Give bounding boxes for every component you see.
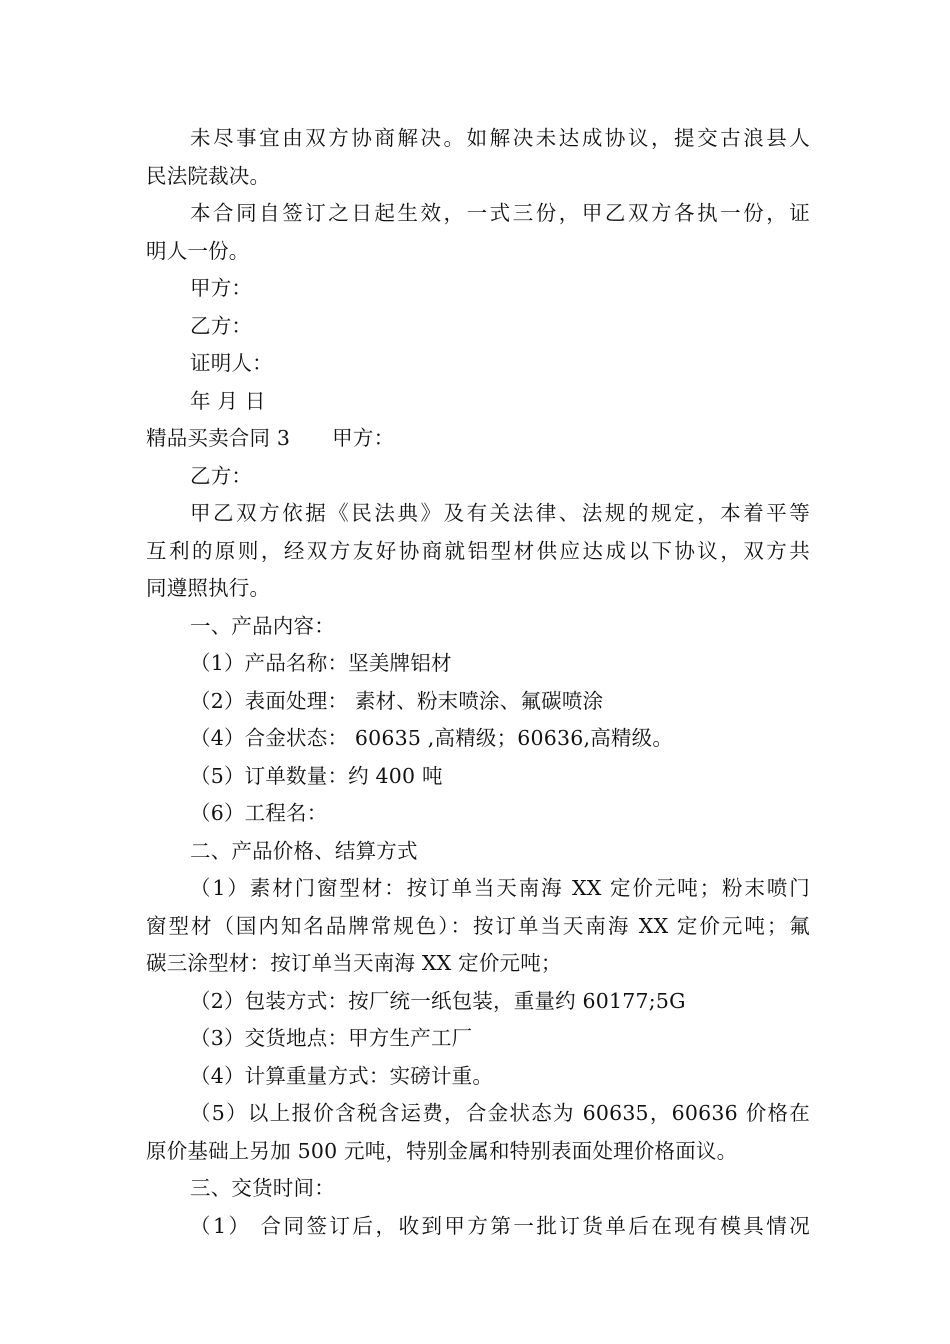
text-line: 明人一份。	[146, 238, 250, 263]
text-line: 互利的原则，经双方友好协商就铝型材供应达成以下协议，双方共	[146, 538, 810, 563]
section-heading: 一、产品内容：	[190, 613, 335, 638]
list-item: （3）交货地点：甲方生产工厂	[190, 1026, 473, 1050]
list-item: （4）计算重量方式：实磅计重。	[190, 1063, 494, 1088]
text-line: 原价基础上另加 500 元吨，特别金属和特别表面处理价格面议。	[146, 1138, 738, 1163]
list-item: （4）合金状态： 60635 ,高精级；60636,高精级。	[190, 726, 674, 750]
text-line: 民法院裁决。	[146, 163, 271, 188]
list-item: （1）产品名称：坚美牌铝材	[190, 651, 452, 675]
section-heading: 三、交货时间：	[190, 1176, 335, 1200]
contract-text	[146, 120, 810, 1245]
list-item: （2）表面处理： 素材、粉末喷涂、氟碳喷涂	[190, 688, 604, 713]
text-line: 甲乙双方依据《民法典》及有关法律、法规的规定，本着平等	[190, 501, 810, 525]
contract-heading-line	[146, 420, 810, 458]
section-heading: 二、产品价格、结算方式	[190, 838, 418, 863]
text-line: 本合同自签订之日起生效，一式三份，甲乙双方各执一份，证	[190, 201, 810, 225]
signature-party-b: 乙方：	[190, 313, 253, 338]
signature-date: 年 月 日	[190, 388, 266, 413]
list-item: （6）工程名：	[190, 801, 328, 825]
list-item: （2）包装方式：按厂统一纸包装，重量约 60177;5G	[190, 988, 686, 1013]
signature-witness: 证明人：	[190, 351, 273, 375]
text-line: 未尽事宜由双方协商解决。如解决未达成协议，提交古浪县人	[190, 126, 810, 150]
text-line: 碳三涂型材：按订单当天南海 XX 定价元吨；	[146, 951, 562, 975]
contract-heading: 精品买卖合同 3	[146, 426, 291, 450]
text-line: 窗型材（国内知名品牌常规色）：按订单当天南海 XX 定价元吨；氟	[146, 913, 810, 938]
party-b-label: 乙方：	[190, 463, 253, 488]
signature-party-a: 甲方：	[190, 276, 253, 300]
list-item: （5）订单数量：约 400 吨	[190, 763, 443, 788]
text-line: 同遵照执行。	[146, 576, 271, 600]
list-item: （1）素材门窗型材：按订单当天南海 XX 定价元吨；粉末喷门	[190, 876, 810, 900]
party-a-label: 甲方：	[332, 426, 395, 450]
list-item: （5）以上报价含税含运费，合金状态为 60635，60636 价格在	[190, 1101, 810, 1125]
list-item: （1） 合同签订后，收到甲方第一批订货单后在现有模具情况	[190, 1213, 810, 1238]
